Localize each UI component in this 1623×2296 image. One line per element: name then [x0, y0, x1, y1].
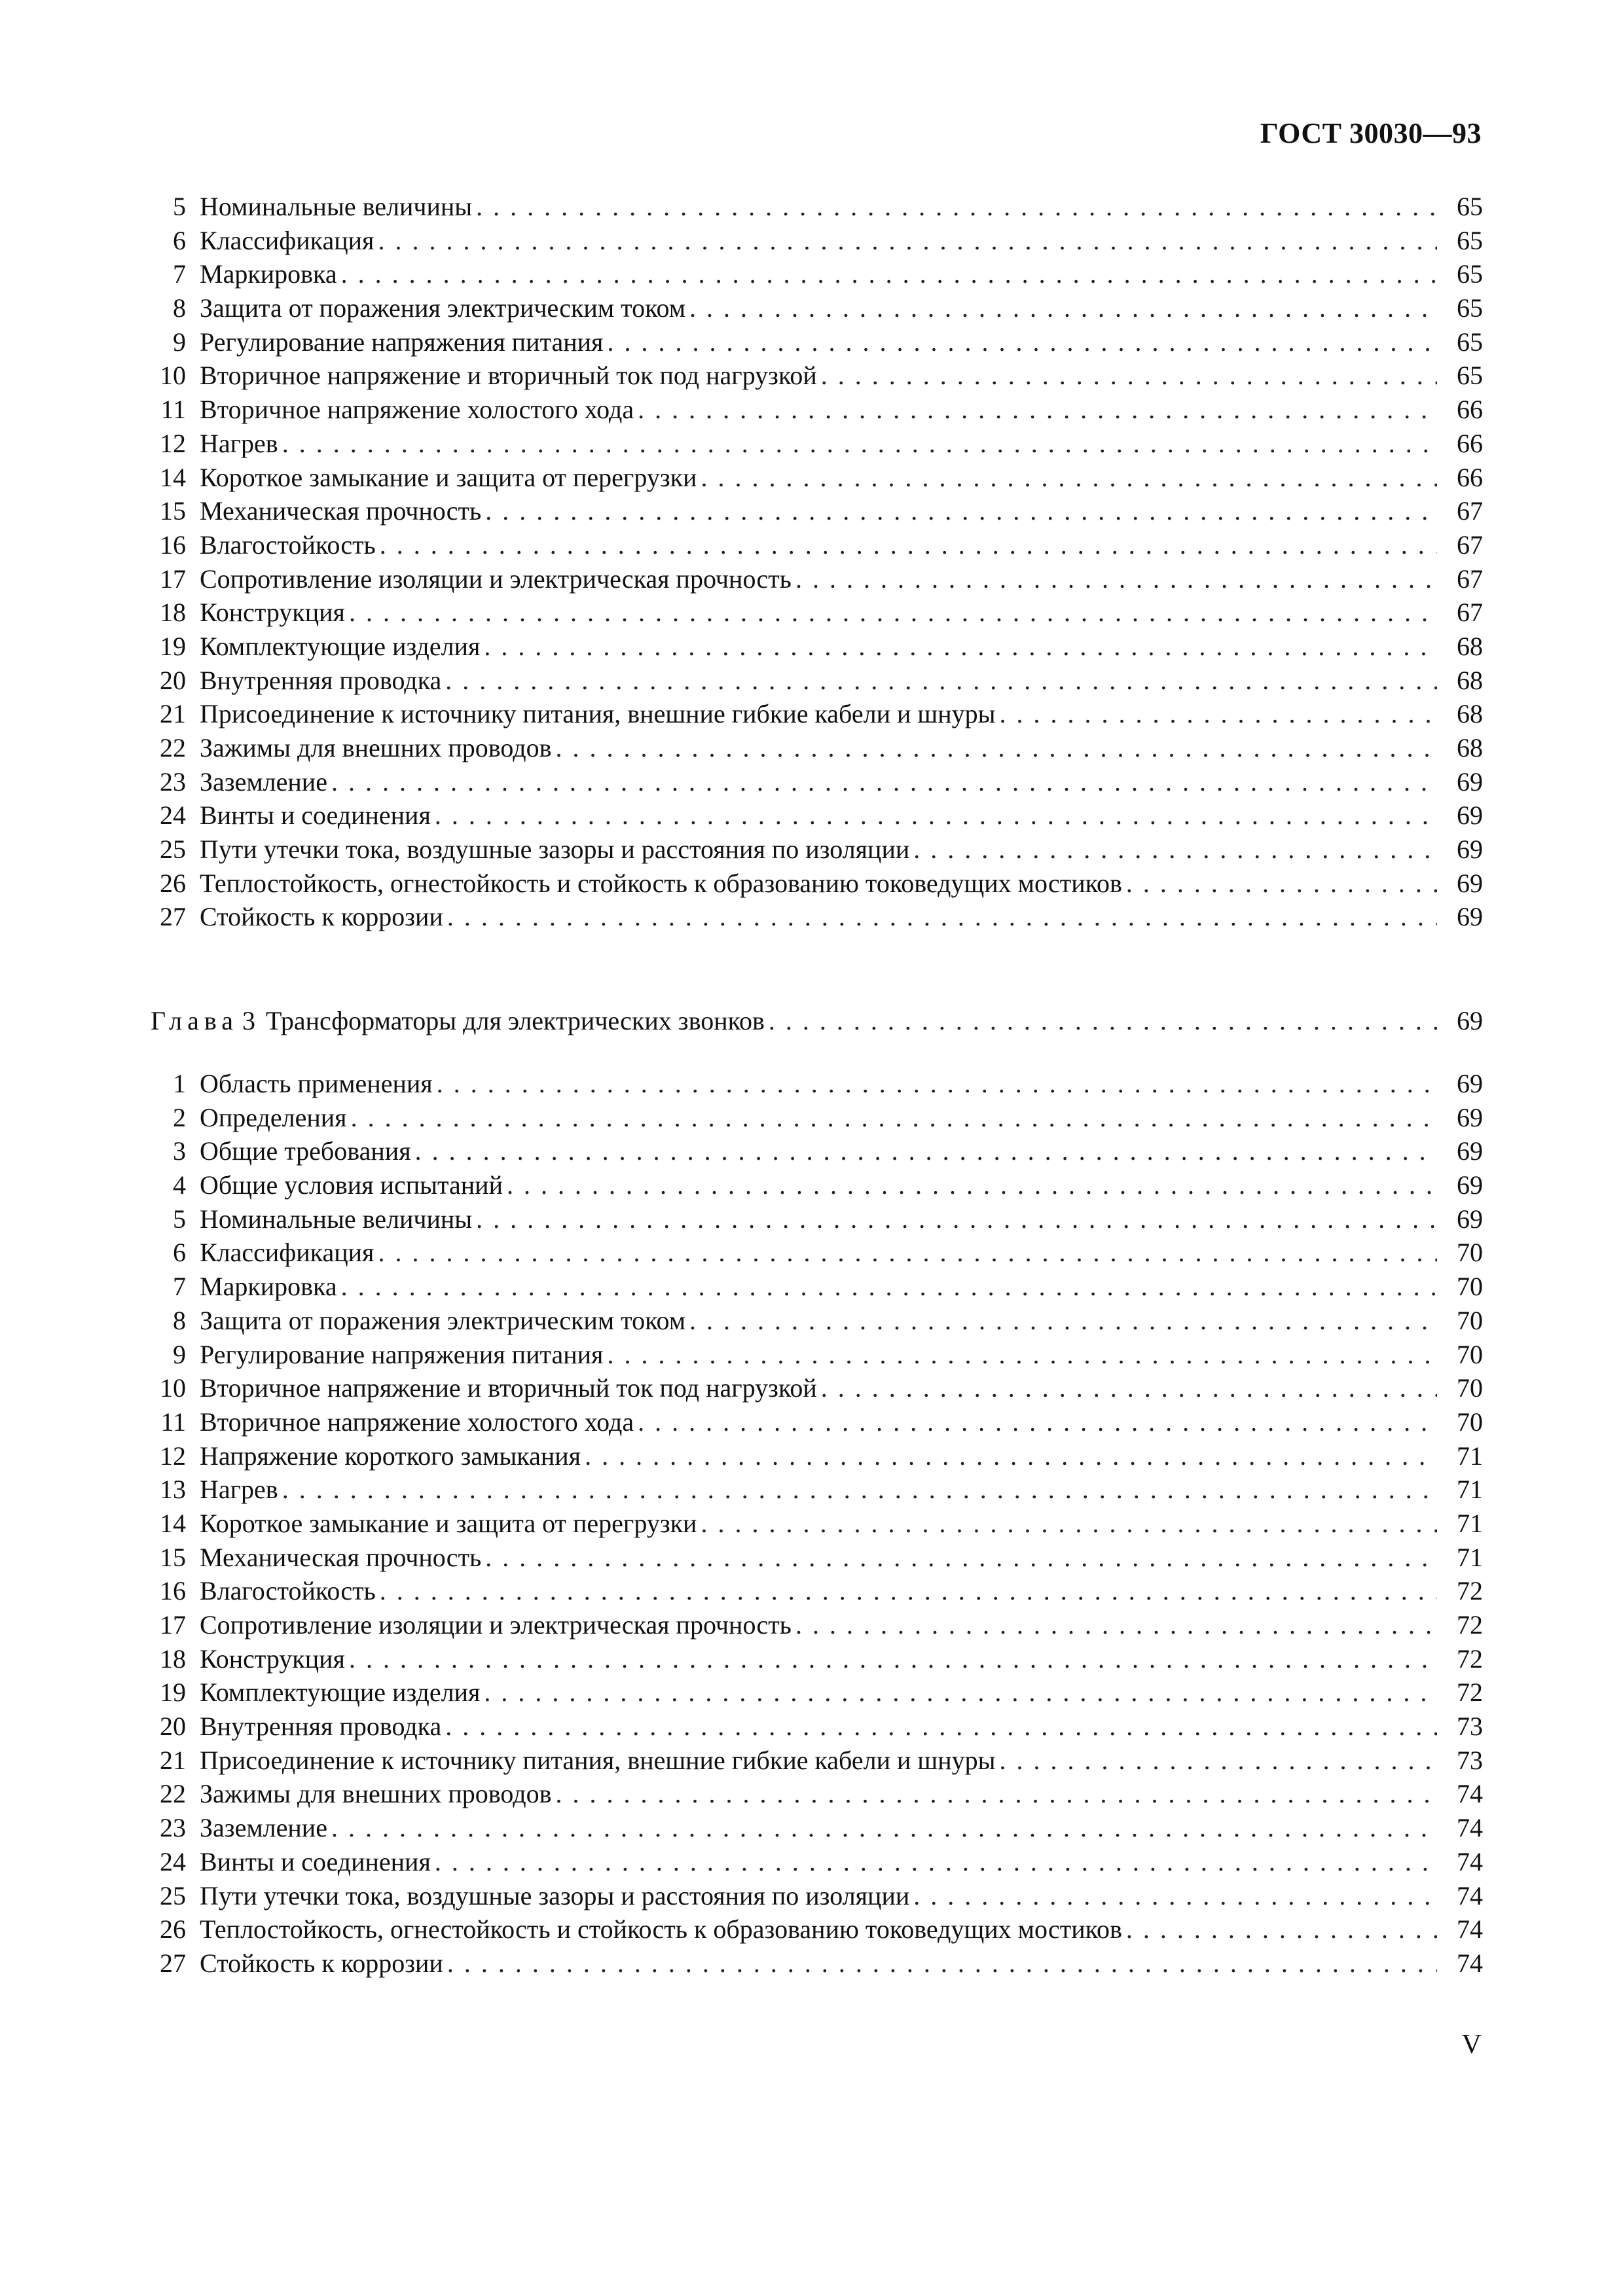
toc-entry	[151, 1067, 1483, 1101]
dot-leader	[378, 224, 1437, 258]
dot-leader	[476, 1202, 1437, 1236]
dot-leader	[913, 833, 1437, 867]
toc-entry-title: Механическая прочность	[200, 496, 482, 526]
toc-entry-title: Вторичное напряжение холостого хода	[200, 395, 634, 425]
toc-entry-number: 11	[160, 1407, 186, 1437]
toc-entry-title: Номинальные величины	[200, 192, 473, 221]
toc-entry-title: Вторичное напряжение холостого хода	[200, 1407, 634, 1437]
dot-leader	[351, 1101, 1437, 1135]
toc-entry-title: Влагостойкость	[200, 529, 376, 560]
toc-entry-page: 74	[1457, 1779, 1483, 1809]
toc-entry-number: 15	[160, 496, 186, 526]
toc-entry-number: 17	[160, 564, 186, 594]
dot-leader	[435, 798, 1437, 833]
toc-entry-number: 26	[160, 868, 186, 898]
toc-entry-title: Влагостойкость	[200, 1576, 376, 1606]
toc-entry-page: 74	[1457, 1813, 1483, 1843]
standard-header: ГОСТ 30030—93	[1260, 117, 1482, 149]
toc-entry-number: 9	[173, 327, 186, 357]
dot-leader	[445, 1710, 1437, 1744]
toc-entry-page: 72	[1457, 1610, 1483, 1640]
toc-entry-title: Стойкость к коррозии	[200, 902, 443, 932]
toc-entry-page: 69	[1457, 1136, 1483, 1166]
toc-entry	[151, 1202, 1483, 1236]
toc-entry	[151, 1845, 1483, 1879]
toc-entry-number: 6	[173, 225, 186, 255]
toc-entry-number: 3	[173, 1136, 186, 1166]
toc-chapter-heading	[151, 1004, 1483, 1038]
toc-entry-page: 65	[1457, 225, 1483, 255]
dot-leader	[1126, 867, 1437, 901]
dot-leader	[437, 1067, 1437, 1101]
toc-entry-title: Нагрев	[200, 428, 278, 458]
toc-entry	[151, 1134, 1483, 1168]
toc-entry-title: Защита от поражения электрическим током	[200, 1305, 686, 1335]
toc-entry-page: 65	[1457, 293, 1483, 323]
toc-entry-title: Заземление	[200, 766, 327, 797]
toc-entry-title: Винты и соединения	[200, 1846, 431, 1876]
toc-entry-number: 7	[173, 259, 186, 289]
dot-leader	[607, 325, 1437, 359]
toc-entry-page: 66	[1457, 428, 1483, 458]
toc-entry-page: 71	[1457, 1542, 1483, 1572]
toc-entry-number: 24	[160, 1846, 186, 1876]
toc-entry-number: 13	[160, 1475, 186, 1505]
toc-entry-number: 22	[160, 1779, 186, 1809]
toc-entry-page: 74	[1457, 1846, 1483, 1876]
toc-entry-page: 73	[1457, 1745, 1483, 1775]
dot-leader	[556, 731, 1438, 765]
toc-entry-number: 19	[160, 631, 186, 661]
dot-leader	[913, 1879, 1437, 1913]
toc-entry-page: 72	[1457, 1576, 1483, 1606]
dot-leader	[485, 1541, 1437, 1575]
dot-leader	[282, 1473, 1437, 1507]
toc-entry-number: 26	[160, 1914, 186, 1945]
toc-entry-title: Область применения	[200, 1069, 433, 1098]
toc-entry-title: Нагрев	[200, 1475, 278, 1505]
toc-entry-number: 9	[173, 1339, 186, 1369]
toc-entry	[151, 697, 1483, 731]
dot-leader	[445, 664, 1437, 698]
toc-entry-title: Механическая прочность	[200, 1542, 482, 1572]
toc-entry-number: 17	[160, 1610, 186, 1640]
toc-entry-page: 71	[1457, 1441, 1483, 1471]
toc-entry-title: Теплостойкость, огнестойкость и стойкость к образованию токоведущих мостиков	[200, 868, 1122, 898]
toc-entry	[151, 1304, 1483, 1338]
toc-entry-number: 5	[173, 1204, 186, 1234]
toc-entry-title: Заземление	[200, 1813, 327, 1843]
toc-entry	[151, 494, 1483, 528]
toc-entry-title: Вторичное напряжение и вторичный ток под нагрузкой	[200, 1373, 817, 1403]
toc-entry-number: 11	[160, 395, 186, 425]
toc-entry	[151, 359, 1483, 393]
toc-entry	[151, 1574, 1483, 1608]
toc-entry-page: 71	[1457, 1508, 1483, 1538]
toc-entry-number: 18	[160, 598, 186, 628]
toc-entry-page: 69	[1457, 800, 1483, 831]
toc-section-chapter-3	[151, 1067, 1483, 1981]
toc-entry-page: 66	[1457, 395, 1483, 425]
toc-entry-number: 23	[160, 766, 186, 797]
toc-entry	[151, 1541, 1483, 1575]
toc-entry-title: Зажимы для внешних проводов	[200, 1779, 552, 1809]
toc-entry-page: 67	[1457, 564, 1483, 594]
toc-entry-title: Стойкость к коррозии	[200, 1948, 443, 1978]
toc-entry-title: Конструкция	[200, 598, 345, 628]
toc-entry-page: 70	[1457, 1407, 1483, 1437]
toc-entry	[151, 900, 1483, 934]
dot-leader	[349, 1642, 1437, 1676]
toc-entry-page: 70	[1457, 1272, 1483, 1302]
toc-entry-number: 27	[160, 902, 186, 932]
toc-entry	[151, 1642, 1483, 1676]
dot-leader	[769, 1004, 1437, 1038]
toc-entry-number: 22	[160, 733, 186, 762]
toc-entry-page: 72	[1457, 1677, 1483, 1708]
toc-entry	[151, 1270, 1483, 1304]
chapter-title: Трансформаторы для электрических звонков	[265, 1006, 765, 1035]
toc-entry-page: 69	[1457, 1204, 1483, 1234]
chapter-label: Глава	[151, 1006, 238, 1035]
toc-entry-title: Общие условия испытаний	[200, 1170, 503, 1200]
dot-leader	[607, 1338, 1437, 1372]
toc-entry	[151, 1710, 1483, 1744]
toc-entry-page: 74	[1457, 1948, 1483, 1978]
toc-entry	[151, 224, 1483, 258]
toc-entry	[151, 1676, 1483, 1710]
toc-entry-title: Зажимы для внешних проводов	[200, 733, 552, 762]
dot-leader	[282, 427, 1437, 461]
toc-entry-title: Пути утечки тока, воздушные зазоры и расстояния по изоляции	[200, 834, 910, 865]
toc-entry-page: 70	[1457, 1373, 1483, 1403]
toc-entry-number: 4	[173, 1170, 186, 1200]
toc-entry-page: 70	[1457, 1339, 1483, 1369]
toc-entry	[151, 1101, 1483, 1135]
toc-entry-number: 5	[173, 192, 186, 221]
toc-entry-title: Внутренняя проводка	[200, 1712, 442, 1742]
toc-entry-number: 20	[160, 665, 186, 695]
dot-leader	[447, 1946, 1437, 1981]
dot-leader	[701, 461, 1437, 495]
toc-entry-title: Регулирование напряжения питания	[200, 1339, 604, 1369]
toc-entry-page: 70	[1457, 1238, 1483, 1268]
toc-entry-title: Внутренняя проводка	[200, 665, 442, 695]
toc-entry-title: Присоединение к источнику питания, внешние гибкие кабели и шнуры	[200, 1745, 996, 1775]
toc-entry-page: 65	[1457, 327, 1483, 357]
toc-entry-page: 69	[1457, 1069, 1483, 1098]
toc-entry	[151, 257, 1483, 291]
toc-entry-page: 71	[1457, 1475, 1483, 1505]
toc-entry	[151, 1744, 1483, 1778]
dot-leader	[556, 1777, 1438, 1811]
toc-entry	[151, 1608, 1483, 1642]
toc-entry	[151, 1371, 1483, 1405]
toc-entry-number: 25	[160, 834, 186, 865]
dot-leader	[447, 900, 1437, 934]
toc-entry	[151, 765, 1483, 799]
toc-entry-page: 65	[1457, 361, 1483, 391]
dot-leader	[349, 596, 1437, 630]
toc-entry	[151, 867, 1483, 901]
toc-entry-number: 7	[173, 1272, 186, 1302]
toc-entry-number: 18	[160, 1643, 186, 1674]
toc-entry	[151, 798, 1483, 833]
dot-leader	[435, 1845, 1437, 1879]
dot-leader	[821, 1371, 1437, 1405]
dot-leader	[689, 1304, 1437, 1338]
toc-entry-number: 10	[160, 1373, 186, 1403]
toc-entry-number: 21	[160, 1745, 186, 1775]
chapter-page-ref: 69	[1457, 1006, 1483, 1035]
toc-entry-number: 12	[160, 1441, 186, 1471]
toc-entry-title: Классификация	[200, 1238, 374, 1268]
dot-leader	[638, 1405, 1437, 1439]
dot-leader	[638, 393, 1437, 427]
toc-entry	[151, 1473, 1483, 1507]
toc-entry-page: 68	[1457, 733, 1483, 762]
toc-entry-number: 25	[160, 1880, 186, 1910]
dot-leader	[341, 257, 1437, 291]
toc-entry-title: Регулирование напряжения питания	[200, 327, 604, 357]
toc-entry-page: 69	[1457, 1102, 1483, 1132]
dot-leader	[378, 1236, 1437, 1270]
toc-entry-page: 65	[1457, 259, 1483, 289]
toc-entry-number: 2	[173, 1102, 186, 1132]
toc-entry	[151, 325, 1483, 359]
dot-leader	[331, 1811, 1437, 1845]
toc-entry	[151, 1912, 1483, 1946]
toc-entry-number: 16	[160, 529, 186, 560]
toc-entry	[151, 731, 1483, 765]
toc-section-continued	[151, 190, 1483, 934]
toc-entry	[151, 427, 1483, 461]
toc-entry-number: 14	[160, 462, 186, 492]
toc-entry-page: 69	[1457, 766, 1483, 797]
toc-entry-number: 27	[160, 1948, 186, 1978]
toc-entry-page: 65	[1457, 192, 1483, 221]
toc-entry-title: Определения	[200, 1102, 347, 1132]
dot-leader	[331, 765, 1437, 799]
toc-entry-title: Конструкция	[200, 1643, 345, 1674]
dot-leader	[795, 562, 1437, 596]
toc-entry-title: Пути утечки тока, воздушные зазоры и расстояния по изоляции	[200, 1880, 910, 1910]
toc-entry-title: Короткое замыкание и защита от перегрузки	[200, 462, 697, 492]
toc-entry	[151, 664, 1483, 698]
dot-leader	[507, 1168, 1437, 1202]
toc-entry-page: 67	[1457, 529, 1483, 560]
dot-leader	[821, 359, 1437, 393]
toc-entry	[151, 1811, 1483, 1845]
toc-entry-page: 67	[1457, 496, 1483, 526]
toc-entry-title: Комплектующие изделия	[200, 631, 481, 661]
toc-entry-number: 6	[173, 1238, 186, 1268]
dot-leader	[1000, 697, 1438, 731]
toc-entry-title: Сопротивление изоляции и электрическая прочность	[200, 1610, 792, 1640]
toc-entry-number: 24	[160, 800, 186, 831]
toc-entry-number: 16	[160, 1576, 186, 1606]
dot-leader	[689, 291, 1437, 325]
toc-entry-title: Общие требования	[200, 1136, 411, 1166]
toc-entry-title: Номинальные величины	[200, 1204, 473, 1234]
dot-leader	[484, 1676, 1437, 1710]
toc-entry-title: Защита от поражения электрическим током	[200, 293, 686, 323]
dot-leader	[485, 494, 1437, 528]
toc-entry-page: 69	[1457, 834, 1483, 865]
toc-chapter-row	[151, 1004, 1483, 1038]
toc-entry	[151, 393, 1483, 427]
toc-entry-title: Сопротивление изоляции и электрическая прочность	[200, 564, 792, 594]
dot-leader	[380, 528, 1437, 562]
toc-entry	[151, 1879, 1483, 1913]
toc-entry-number: 10	[160, 361, 186, 391]
toc-entry-page: 68	[1457, 631, 1483, 661]
toc-entry	[151, 562, 1483, 596]
page-number: V	[1461, 2030, 1482, 2060]
toc-entry-page: 72	[1457, 1643, 1483, 1674]
toc-entry-number: 20	[160, 1712, 186, 1742]
toc-entry	[151, 291, 1483, 325]
toc-entry-number: 12	[160, 428, 186, 458]
toc-entry-page: 68	[1457, 665, 1483, 695]
toc-entry-number: 23	[160, 1813, 186, 1843]
toc-entry-page: 74	[1457, 1880, 1483, 1910]
toc-entry	[151, 528, 1483, 562]
toc-entry-page: 69	[1457, 902, 1483, 932]
toc-entry-page: 66	[1457, 462, 1483, 492]
toc-entry	[151, 190, 1483, 224]
toc-entry-title: Маркировка	[200, 1272, 337, 1302]
toc-entry-page: 70	[1457, 1305, 1483, 1335]
toc-entry-title: Классификация	[200, 225, 374, 255]
toc-entry	[151, 1946, 1483, 1981]
toc-entry-title: Маркировка	[200, 259, 337, 289]
toc-entry	[151, 1168, 1483, 1202]
toc-entry-page: 73	[1457, 1712, 1483, 1742]
dot-leader	[415, 1134, 1437, 1168]
toc-entry-page: 74	[1457, 1914, 1483, 1945]
dot-leader	[585, 1439, 1437, 1473]
dot-leader	[1126, 1912, 1437, 1946]
toc-entry-title: Комплектующие изделия	[200, 1677, 481, 1708]
toc-entry	[151, 1777, 1483, 1811]
toc-entry-number: 8	[173, 1305, 186, 1335]
dot-leader	[380, 1574, 1437, 1608]
toc-entry-page: 69	[1457, 1170, 1483, 1200]
chapter-number: 3	[242, 1006, 255, 1035]
toc-entry	[151, 630, 1483, 664]
toc-entry-page: 69	[1457, 868, 1483, 898]
toc-entry	[151, 1236, 1483, 1270]
toc-entry-number: 14	[160, 1508, 186, 1538]
toc-entry-title: Винты и соединения	[200, 800, 431, 831]
toc-entry	[151, 1405, 1483, 1439]
toc-entry	[151, 1507, 1483, 1541]
toc-entry-title: Вторичное напряжение и вторичный ток под нагрузкой	[200, 361, 817, 391]
toc-entry-title: Напряжение короткого замыкания	[200, 1441, 581, 1471]
toc-entry-page: 67	[1457, 598, 1483, 628]
toc-entry	[151, 596, 1483, 630]
dot-leader	[484, 630, 1437, 664]
toc-entry-number: 8	[173, 293, 186, 323]
toc-entry-number: 1	[173, 1069, 186, 1098]
toc-entry-number: 15	[160, 1542, 186, 1572]
dot-leader	[476, 190, 1437, 224]
toc-entry-page: 68	[1457, 699, 1483, 729]
toc-entry-title: Теплостойкость, огнестойкость и стойкость к образованию токоведущих мостиков	[200, 1914, 1122, 1945]
toc-entry	[151, 1338, 1483, 1372]
dot-leader	[341, 1270, 1437, 1304]
dot-leader	[795, 1608, 1437, 1642]
toc-entry-title: Короткое замыкание и защита от перегрузки	[200, 1508, 697, 1538]
toc-entry	[151, 461, 1483, 495]
toc-entry-title: Присоединение к источнику питания, внешние гибкие кабели и шнуры	[200, 699, 996, 729]
dot-leader	[1000, 1744, 1438, 1778]
toc-entry	[151, 1439, 1483, 1473]
toc-entry-number: 19	[160, 1677, 186, 1708]
toc-entry-number: 21	[160, 699, 186, 729]
toc-entry	[151, 833, 1483, 867]
dot-leader	[701, 1507, 1437, 1541]
